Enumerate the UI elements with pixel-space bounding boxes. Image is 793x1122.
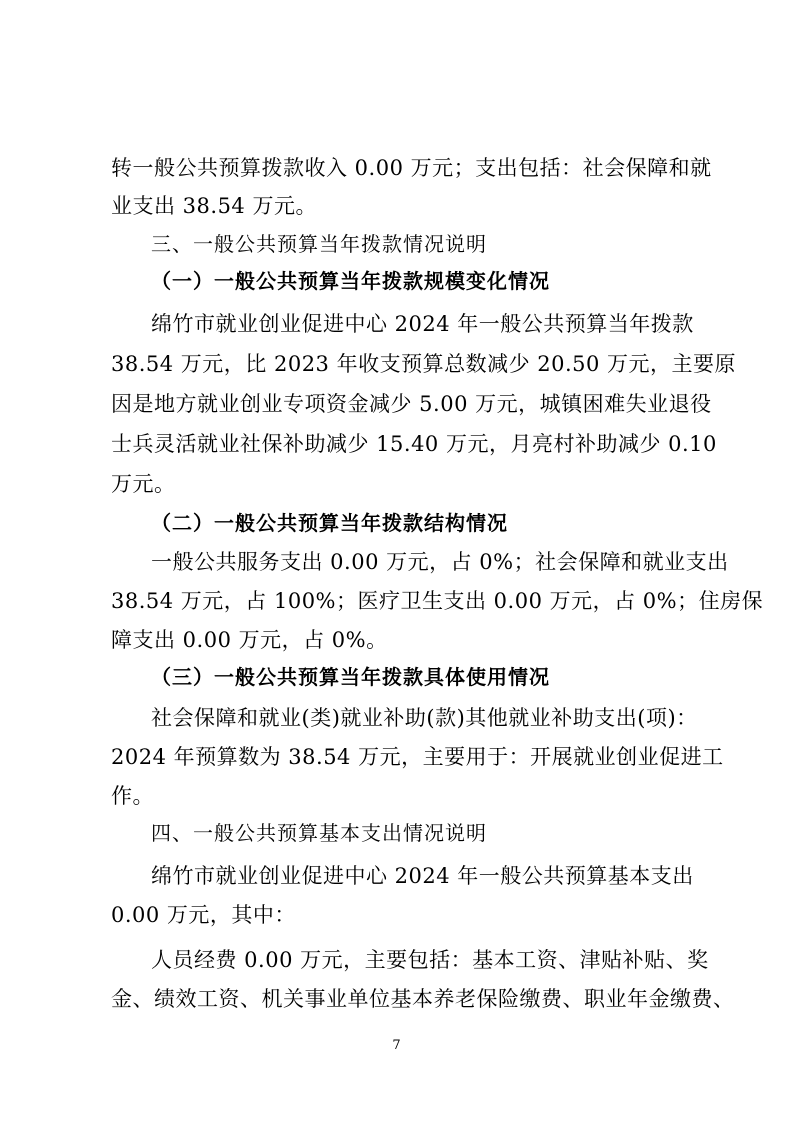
body-text-line: 38.54 万元，占 100%；医疗卫生支出 0.00 万元，占 0%；住房保 [111, 589, 764, 613]
subsection-heading: （一）一般公共预算当年拨款规模变化情况 [151, 269, 550, 293]
body-text-line: 士兵灵活就业社保补助减少 15.40 万元，月亮村补助减少 0.10 [111, 432, 717, 456]
body-text-line: 金、绩效工资、机关事业单位基本养老保险缴费、职业年金缴费、 [111, 987, 735, 1011]
body-text-line: 一般公共服务支出 0.00 万元，占 0%；社会保障和就业支出 [151, 550, 729, 574]
body-text-line: 因是地方就业创业专项资金减少 5.00 万元，城镇困难失业退役 [111, 392, 712, 416]
subsection-heading: （三）一般公共预算当年拨款具体使用情况 [151, 665, 550, 689]
body-text-line: 绵竹市就业创业促进中心 2024 年一般公共预算基本支出 [151, 864, 694, 888]
body-text-line: 社会保障和就业(类)就业补助(款)其他就业补助支出(项)： [151, 706, 698, 730]
page-number: 7 [392, 1038, 401, 1053]
body-text-line: 人员经费 0.00 万元，主要包括：基本工资、津贴补贴、奖 [151, 948, 709, 972]
body-text-line: 障支出 0.00 万元，占 0%。 [111, 628, 388, 652]
body-text-line: 业支出 38.54 万元。 [111, 194, 317, 218]
body-text-line: 38.54 万元，比 2023 年收支预算总数减少 20.50 万元，主要原 [111, 352, 737, 376]
body-text-line: 作。 [111, 784, 154, 808]
body-text-line: 0.00 万元，其中： [111, 903, 296, 927]
body-text-line: 2024 年预算数为 38.54 万元，主要用于：开展就业创业促进工 [111, 745, 724, 769]
body-text-line: 绵竹市就业创业促进中心 2024 年一般公共预算当年拨款 [151, 312, 694, 336]
body-text-line: 转一般公共预算拨款收入 0.00 万元；支出包括：社会保障和就 [111, 156, 712, 180]
section-heading: 四、一般公共预算基本支出情况说明 [151, 821, 487, 845]
body-text-line: 万元。 [111, 472, 176, 496]
section-heading: 三、一般公共预算当年拨款情况说明 [151, 232, 487, 256]
subsection-heading: （二）一般公共预算当年拨款结构情况 [151, 511, 508, 535]
